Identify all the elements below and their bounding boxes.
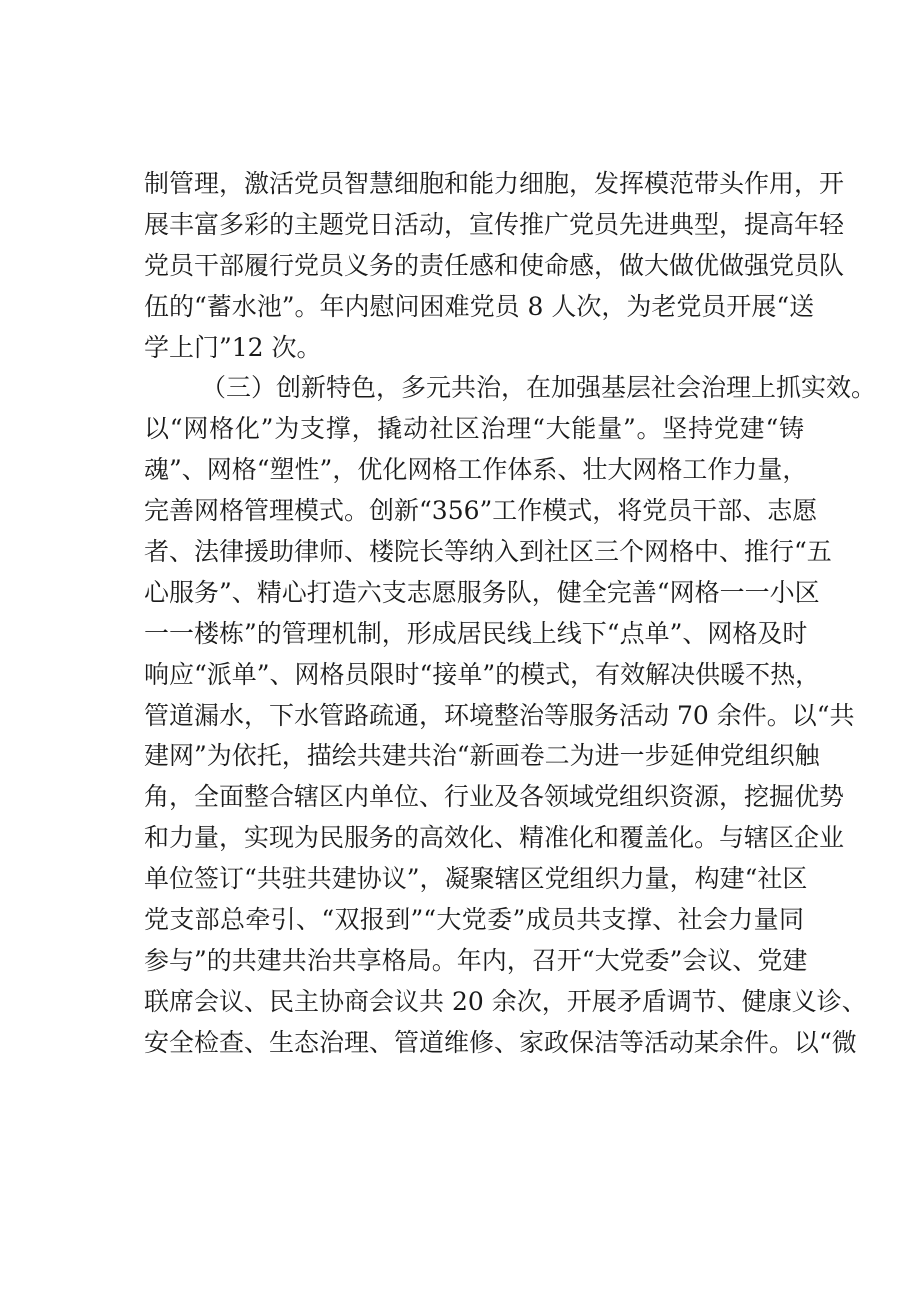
text-line: 一一楼栋”的管理机制，形成居民线上线下“点单”、网格及时 [144,618,808,648]
text-line: 单位签订“共驻共建协议”，凝聚辖区党组织力量，构建“社区 [144,864,808,894]
text-line: 党支部总牵引、“双报到”“大党委”成员共支撑、社会力量同 [144,905,804,935]
text-line: 心服务”、精心打造六支志愿服务队，健全完善“网格一一小区 [144,577,820,607]
text-line: 管道漏水，下水管路疏通，环境整治等服务活动 70 余件。以“共 [144,700,855,730]
text-line: （三）创新特色，多元共治，在加强基层社会治理上抓实效。 [201,373,877,403]
text-line: 党员干部履行党员义务的责任感和使命感，做大做优做强党员队 [144,250,845,280]
text-line: 展丰富多彩的主题党日活动，宣传推广党员先进典型，提高年轻 [144,209,845,239]
text-line: 完善网格管理模式。创新“356”工作模式，将党员干部、志愿 [144,496,818,526]
text-line: 建网”为依托，描绘共建共治“新画卷二为进一步延伸党组织触 [144,741,820,771]
text-line: 学上门”12 次。 [144,332,322,362]
text-line: 制管理，激活党员智慧细胞和能力细胞，发挥模范带头作用，开 [144,169,845,198]
text-line: 响应“派单”、网格员限时“接单”的模式，有效解决供暖不热， [144,659,821,689]
text-line: 安全检查、生态治理、管道维修、家政保洁等活动某余件。以“微 [144,1027,857,1057]
text-line: 联席会议、民主协商会议共 20 余次，开展矛盾调节、健康义诊、 [144,986,867,1016]
text-line: 者、法律援助律师、楼院长等纳入到社区三个网格中、推行“五 [144,537,832,567]
text-line: 伍的“蓄水池”。年内慰问困难党员 8 人次，为老党员开展“送 [144,291,815,321]
body-text [144,164,877,1064]
text-line: 和力量，实现为民服务的高效化、精准化和覆盖化。与辖区企业 [144,823,845,853]
text-line: 以“网格化”为支撑，撬动社区治理“大能量”。坚持党建“铸 [144,414,804,444]
text-line: 角，全面整合辖区内单位、行业及各领域党组织资源，挖掘优势 [144,782,845,812]
text-line: 魂”、网格“塑性”，优化网格工作体系、壮大网格工作力量， [144,455,808,485]
text-line: 参与”的共建共治共享格局。年内，召开“大党委”会议、党建 [144,945,808,975]
